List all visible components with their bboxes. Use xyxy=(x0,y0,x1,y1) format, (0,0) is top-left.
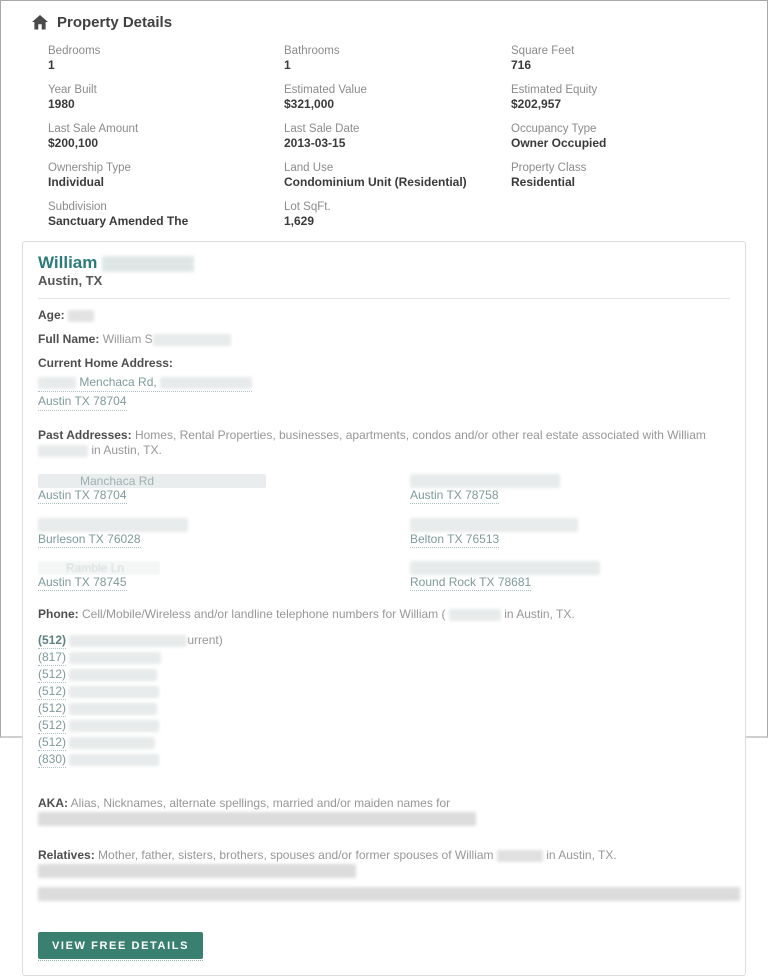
field-property-class: Property Class Residential xyxy=(511,162,587,189)
phone-link[interactable]: (817) xyxy=(38,650,67,665)
field-estimated-equity: Estimated Equity $202,957 xyxy=(511,84,598,111)
field-last-sale-date: Last Sale Date 2013-03-15 xyxy=(284,123,360,150)
age-row: Age: xyxy=(38,308,730,323)
redacted-phone xyxy=(69,652,161,664)
field-year-built: Year Built 1980 xyxy=(48,84,97,111)
view-free-details-button[interactable]: VIEW FREE DETAILS xyxy=(38,932,203,959)
field-bathrooms: Bathrooms 1 xyxy=(284,45,340,72)
past-address-link[interactable]: Austin TX 78758 xyxy=(410,487,499,502)
redacted-phone xyxy=(69,686,159,698)
redacted-phone xyxy=(69,720,159,732)
redacted-phone xyxy=(69,703,157,715)
phone-link[interactable]: (512) xyxy=(38,684,67,699)
phone-row: (512) urrent) xyxy=(38,633,223,648)
field-estimated-value: Estimated Value $321,000 xyxy=(284,84,367,111)
phone-intro: Phone: Cell/Mobile/Wireless and/or landline telephone numbers for William ( in Austin, TX. xyxy=(38,607,575,622)
phone-row xyxy=(38,668,730,681)
past-addresses-grid xyxy=(38,473,730,589)
past-address-item xyxy=(410,517,730,546)
redacted-phone xyxy=(69,635,187,647)
redacted-unit xyxy=(160,377,252,389)
phone-link[interactable]: (512) xyxy=(38,667,67,682)
relatives-row: Relatives: Mother, father, sisters, brothers, spouses and/or former spouses of William in Austin, TX. xyxy=(38,848,730,901)
field-ownership-type: Ownership Type Individual xyxy=(48,162,131,189)
past-address-link[interactable]: Round Rock TX 78681 xyxy=(410,575,532,590)
phone-row xyxy=(38,719,730,732)
phone-row xyxy=(38,753,730,766)
field-square-feet: Square Feet 716 xyxy=(511,45,575,72)
redacted-street: Manchaca Rd xyxy=(38,474,266,488)
redacted-last-name xyxy=(102,256,194,272)
past-address-item xyxy=(410,561,730,590)
past-address-item xyxy=(38,561,410,590)
redacted-street xyxy=(410,518,578,532)
redacted-street xyxy=(410,561,600,575)
redacted-name xyxy=(497,850,543,862)
cta-wrapper xyxy=(38,932,203,961)
redacted-aka-names xyxy=(38,812,476,826)
divider xyxy=(38,298,730,299)
past-addresses-intro: Past Addresses: Homes, Rental Properties, businesses, apartments, condos and/or other real estate associated with William in Austin, TX. xyxy=(38,428,706,457)
redacted-phone xyxy=(69,754,159,766)
redacted-relatives xyxy=(38,864,356,878)
past-address-item xyxy=(38,517,410,546)
phone-link[interactable]: (512) xyxy=(38,701,67,716)
redacted-phone xyxy=(69,737,155,749)
redacted-full-name xyxy=(153,334,231,346)
person-name-link[interactable]: William xyxy=(38,253,98,272)
property-fields-grid xyxy=(32,44,747,230)
field-occupancy-type: Occupancy Type Owner Occupied xyxy=(511,123,607,150)
phone-link[interactable]: (512) xyxy=(38,633,67,648)
property-details-section xyxy=(1,1,767,236)
redacted-name xyxy=(449,609,501,621)
past-address-link[interactable]: Belton TX 76513 xyxy=(410,531,500,546)
aka-row: AKA: Alias, Nicknames, alternate spellings, married and/or maiden names for xyxy=(38,796,730,826)
phone-row xyxy=(38,685,730,698)
phone-link[interactable]: (512) xyxy=(38,735,67,750)
phone-list xyxy=(38,634,730,766)
past-address-link[interactable]: Austin TX 78745 xyxy=(38,575,127,590)
field-land-use: Land Use Condominium Unit (Residential) xyxy=(284,162,467,189)
redacted-name xyxy=(38,445,88,457)
phone-row xyxy=(38,651,730,664)
redacted-street xyxy=(38,518,188,532)
field-lot-sqft: Lot SqFt. 1,629 xyxy=(284,201,331,228)
field-empty xyxy=(511,200,747,230)
full-name-row: Full Name: William S xyxy=(38,332,730,347)
field-last-sale-amount: Last Sale Amount $200,100 xyxy=(48,123,139,150)
past-address-item xyxy=(410,473,730,502)
home-icon xyxy=(32,15,48,30)
redacted-street xyxy=(410,474,560,488)
person-card xyxy=(22,241,746,976)
current-address-row: Current Home Address: Menchaca Rd, Austin TX 78704 xyxy=(38,356,730,413)
field-subdivision: Subdivision Sanctuary Amended The xyxy=(48,201,189,228)
current-address-link[interactable]: Menchaca Rd, Austin TX 78704 xyxy=(38,375,252,413)
phone-link[interactable]: (830) xyxy=(38,752,67,767)
property-details-header xyxy=(32,14,747,31)
person-header xyxy=(38,253,730,289)
redacted-street-number xyxy=(38,377,76,389)
phone-row xyxy=(38,702,730,715)
redacted-age xyxy=(68,310,94,322)
past-address-link[interactable]: Burleson TX 76028 xyxy=(38,531,141,546)
phone-row xyxy=(38,736,730,749)
redacted-street: Ramble Ln xyxy=(38,561,160,575)
redacted-relatives-line2 xyxy=(38,887,740,901)
property-details-title: Property Details xyxy=(57,14,173,31)
person-location: Austin, TX xyxy=(38,273,103,288)
redacted-phone xyxy=(69,669,157,681)
phone-link[interactable]: (512) xyxy=(38,718,67,733)
past-address-link[interactable]: Austin TX 78704 xyxy=(38,487,127,502)
field-bedrooms: Bedrooms 1 xyxy=(48,45,101,72)
past-address-item xyxy=(38,473,410,502)
